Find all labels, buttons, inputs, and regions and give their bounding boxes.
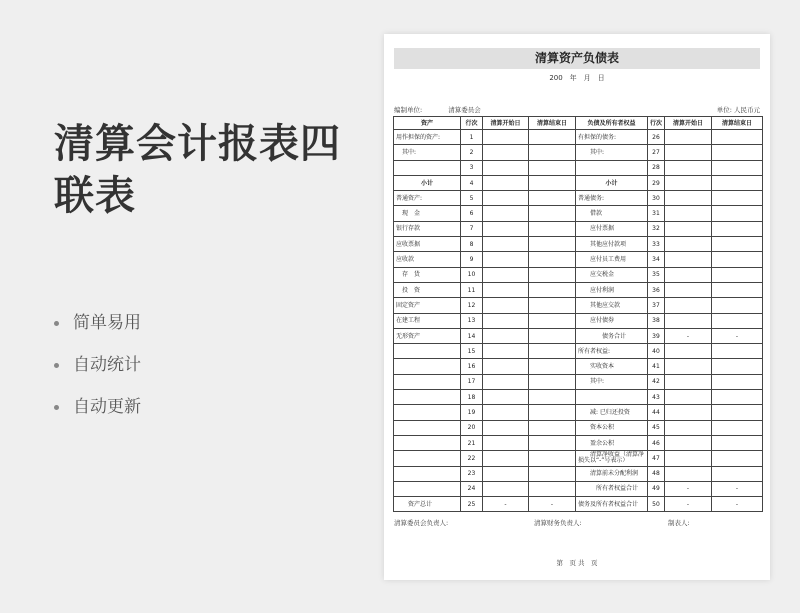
column-header: 行次 (648, 117, 665, 130)
table-cell: 应付利润 (576, 282, 648, 297)
table-cell: 24 (461, 481, 483, 496)
table-cell (529, 313, 576, 328)
table-cell (712, 145, 763, 160)
table-cell (483, 481, 529, 496)
table-cell (483, 175, 529, 190)
bullet-icon (54, 405, 59, 410)
table-cell: 实收资本 (576, 359, 648, 374)
table-cell: 48 (648, 466, 665, 481)
table-cell (394, 390, 461, 405)
table-cell (665, 237, 712, 252)
table-cell: 21 (461, 435, 483, 450)
table-cell (394, 374, 461, 389)
table-cell: 10 (461, 267, 483, 282)
table-cell (665, 344, 712, 359)
table-cell: 减: 已归还投资 (576, 405, 648, 420)
table-cell: 28 (648, 160, 665, 175)
table-cell (483, 435, 529, 450)
table-cell (712, 252, 763, 267)
table-cell: 3 (461, 160, 483, 175)
table-cell (529, 237, 576, 252)
table-row (394, 206, 763, 221)
table-cell (665, 313, 712, 328)
table-cell: 固定资产 (394, 298, 461, 313)
table-row (394, 130, 763, 145)
table-cell: 8 (461, 237, 483, 252)
hero-title: 清算会计报表四联表 (54, 121, 341, 219)
table-cell: 资产总计 (394, 497, 461, 512)
table-cell (665, 130, 712, 145)
table-row (394, 466, 763, 481)
table-cell (712, 206, 763, 221)
table-row (394, 221, 763, 236)
table-cell (483, 390, 529, 405)
table-cell: 43 (648, 390, 665, 405)
table-row (394, 481, 763, 496)
table-cell (529, 145, 576, 160)
table-cell (712, 298, 763, 313)
table-cell (483, 374, 529, 389)
table-cell: 其他应交款 (576, 298, 648, 313)
table-cell (665, 282, 712, 297)
table-cell (712, 359, 763, 374)
table-cell (529, 481, 576, 496)
table-cell: 2 (461, 145, 483, 160)
table-cell (529, 160, 576, 175)
table-cell (712, 405, 763, 420)
table-cell (529, 191, 576, 206)
balance-sheet-preview (384, 34, 770, 580)
table-cell (483, 191, 529, 206)
table-cell: 14 (461, 328, 483, 343)
table-cell (394, 435, 461, 450)
table-cell: 盈余公积 (576, 435, 648, 450)
table-row (394, 451, 763, 466)
table-row (394, 191, 763, 206)
table-cell: 债务合计 (576, 328, 648, 343)
column-header: 资产 (394, 117, 461, 130)
table-cell: 其中: (576, 374, 648, 389)
table-cell (483, 328, 529, 343)
table-cell: 9 (461, 252, 483, 267)
table-cell: 17 (461, 374, 483, 389)
table-cell: - (529, 497, 576, 512)
table-row (394, 252, 763, 267)
table-cell (394, 344, 461, 359)
table-row (394, 359, 763, 374)
table-cell: 在建工程 (394, 313, 461, 328)
table-cell (712, 451, 763, 466)
table-cell: 47 (648, 451, 665, 466)
table-cell (665, 420, 712, 435)
table-cell: 其中: (576, 145, 648, 160)
balance-sheet-table (393, 116, 763, 512)
table-cell (483, 130, 529, 145)
table-cell (483, 252, 529, 267)
table-row (394, 374, 763, 389)
table-cell (394, 451, 461, 466)
table-cell: 36 (648, 282, 665, 297)
table-row (394, 175, 763, 190)
table-cell (529, 344, 576, 359)
table-cell (712, 160, 763, 175)
table-cell: - (665, 497, 712, 512)
finance-head: 清算财务负责人: (534, 519, 582, 527)
table-cell (665, 451, 712, 466)
table-cell: 借款 (576, 206, 648, 221)
table-cell: 其他应付款项 (576, 237, 648, 252)
table-cell (529, 206, 576, 221)
table-cell: 资本公积 (576, 420, 648, 435)
table-cell: 小计 (576, 175, 648, 190)
table-cell: 22 (461, 451, 483, 466)
table-cell (394, 405, 461, 420)
table-row (394, 328, 763, 343)
table-row (394, 160, 763, 175)
table-cell: 35 (648, 267, 665, 282)
table-cell: 7 (461, 221, 483, 236)
table-cell: 应付债券 (576, 313, 648, 328)
table-cell (529, 466, 576, 481)
table-cell (665, 298, 712, 313)
table-row (394, 405, 763, 420)
table-cell: 29 (648, 175, 665, 190)
table-cell (665, 390, 712, 405)
table-cell (665, 267, 712, 282)
table-cell (529, 435, 576, 450)
sheet-date: 200 年 月 日 (549, 74, 605, 82)
table-cell: 30 (648, 191, 665, 206)
table-cell (483, 206, 529, 221)
table-cell (529, 328, 576, 343)
sheet-title: 清算资产负债表 (394, 48, 760, 69)
table-cell: 39 (648, 328, 665, 343)
table-cell: 应交税金 (576, 267, 648, 282)
table-cell: 13 (461, 313, 483, 328)
table-cell: 38 (648, 313, 665, 328)
table-cell: 清算前未分配利润 (576, 466, 648, 481)
table-cell: 有担保的债务: (576, 130, 648, 145)
table-cell (712, 221, 763, 236)
table-cell: 所有者权益合计 (576, 481, 648, 496)
table-row (394, 344, 763, 359)
table-cell: - (712, 481, 763, 496)
table-cell (665, 191, 712, 206)
table-cell: 34 (648, 252, 665, 267)
table-cell (529, 451, 576, 466)
table-cell (712, 390, 763, 405)
table-row (394, 497, 763, 512)
table-cell (712, 130, 763, 145)
table-cell: 16 (461, 359, 483, 374)
table-cell (483, 282, 529, 297)
table-cell (529, 282, 576, 297)
table-cell: 投 资 (394, 282, 461, 297)
table-row (394, 237, 763, 252)
table-cell (483, 359, 529, 374)
table-row (394, 420, 763, 435)
feature-item: 简单易用 (54, 312, 141, 354)
table-cell: 银行存款 (394, 221, 461, 236)
table-row (394, 298, 763, 313)
table-cell (529, 374, 576, 389)
table-cell: 应付员工费用 (576, 252, 648, 267)
table-cell: 44 (648, 405, 665, 420)
table-cell: - (483, 497, 529, 512)
table-cell (394, 160, 461, 175)
table-cell: 无形资产 (394, 328, 461, 343)
bullet-icon (54, 321, 59, 326)
table-row (394, 282, 763, 297)
column-header: 负债及所有者权益 (576, 117, 648, 130)
table-cell (483, 405, 529, 420)
table-cell: 存 货 (394, 267, 461, 282)
table-cell (529, 405, 576, 420)
table-cell (483, 344, 529, 359)
table-cell (529, 130, 576, 145)
table-cell (665, 405, 712, 420)
table-cell: 其中: (394, 145, 461, 160)
table-cell: 42 (648, 374, 665, 389)
table-cell (712, 466, 763, 481)
table-cell: 18 (461, 390, 483, 405)
table-cell (665, 359, 712, 374)
table-cell (712, 191, 763, 206)
table-cell (483, 221, 529, 236)
table-cell (529, 221, 576, 236)
bullet-icon (54, 363, 59, 368)
table-cell (529, 252, 576, 267)
liquidation-committee-head: 清算委员会负责人: (394, 519, 449, 527)
table-cell (394, 481, 461, 496)
table-cell (665, 252, 712, 267)
page-number: 第 页 共 页 (556, 559, 598, 567)
table-cell (483, 451, 529, 466)
table-cell (529, 390, 576, 405)
table-cell: - (712, 328, 763, 343)
compiling-unit: 编制单位: 清算委员会 (394, 106, 481, 114)
table-cell: 27 (648, 145, 665, 160)
table-cell (665, 374, 712, 389)
table-cell (712, 435, 763, 450)
table-cell: 20 (461, 420, 483, 435)
table-cell (529, 267, 576, 282)
table-cell (665, 175, 712, 190)
table-cell: 41 (648, 359, 665, 374)
table-cell: 49 (648, 481, 665, 496)
table-cell: 26 (648, 130, 665, 145)
column-header: 清算结束日 (529, 117, 576, 130)
table-header-row (394, 117, 763, 130)
table-cell (712, 267, 763, 282)
table-cell: 11 (461, 282, 483, 297)
table-cell: 37 (648, 298, 665, 313)
table-cell: 债务及所有者权益合计 (576, 497, 648, 512)
table-row (394, 435, 763, 450)
table-cell: 现 金 (394, 206, 461, 221)
table-cell (483, 298, 529, 313)
table-cell: 所有者权益: (576, 344, 648, 359)
table-cell (483, 237, 529, 252)
table-cell: 6 (461, 206, 483, 221)
table-cell (712, 313, 763, 328)
table-cell (394, 359, 461, 374)
table-cell (483, 145, 529, 160)
table-cell: 45 (648, 420, 665, 435)
table-cell: - (665, 481, 712, 496)
table-cell (712, 237, 763, 252)
table-cell (712, 282, 763, 297)
table-cell: 32 (648, 221, 665, 236)
table-cell (665, 435, 712, 450)
table-cell (483, 160, 529, 175)
table-row (394, 145, 763, 160)
table-cell (576, 390, 648, 405)
feature-item: 自动统计 (54, 354, 141, 396)
table-cell (712, 374, 763, 389)
table-cell (483, 267, 529, 282)
table-cell (483, 420, 529, 435)
table-cell: 应收票据 (394, 237, 461, 252)
currency-unit: 单位: 人民币元 (716, 106, 760, 114)
table-cell (394, 420, 461, 435)
preparer: 制表人: (668, 519, 690, 527)
table-cell: 普通资产: (394, 191, 461, 206)
table-cell: 23 (461, 466, 483, 481)
table-cell (529, 298, 576, 313)
table-row (394, 313, 763, 328)
table-cell: 15 (461, 344, 483, 359)
table-cell: 46 (648, 435, 665, 450)
table-cell: 40 (648, 344, 665, 359)
table-cell (529, 359, 576, 374)
table-cell (529, 175, 576, 190)
table-cell: 19 (461, 405, 483, 420)
table-cell (665, 466, 712, 481)
table-cell: 小计 (394, 175, 461, 190)
table-cell: - (712, 497, 763, 512)
column-header: 清算结束日 (712, 117, 763, 130)
table-cell: 33 (648, 237, 665, 252)
table-cell: 25 (461, 497, 483, 512)
table-cell (665, 206, 712, 221)
table-cell (712, 420, 763, 435)
column-header: 清算开始日 (665, 117, 712, 130)
table-cell: - (665, 328, 712, 343)
table-cell (665, 221, 712, 236)
table-cell: 31 (648, 206, 665, 221)
feature-list (54, 312, 141, 438)
table-row (394, 390, 763, 405)
table-cell: 清算净收益（清算净损失以“-”号表示） (576, 451, 648, 466)
table-cell (665, 145, 712, 160)
table-cell: 应收款 (394, 252, 461, 267)
table-cell: 50 (648, 497, 665, 512)
table-cell (665, 160, 712, 175)
table-cell (483, 313, 529, 328)
column-header: 清算开始日 (483, 117, 529, 130)
table-cell: 5 (461, 191, 483, 206)
table-cell: 普通债务: (576, 191, 648, 206)
column-header: 行次 (461, 117, 483, 130)
table-cell (576, 160, 648, 175)
table-cell: 12 (461, 298, 483, 313)
feature-item: 自动更新 (54, 396, 141, 438)
table-row (394, 267, 763, 282)
table-cell (529, 420, 576, 435)
table-cell (483, 466, 529, 481)
table-cell (712, 344, 763, 359)
table-cell: 应付票据 (576, 221, 648, 236)
table-cell (712, 175, 763, 190)
table-cell (394, 466, 461, 481)
table-cell: 1 (461, 130, 483, 145)
table-cell: 4 (461, 175, 483, 190)
table-cell: 用作担保的资产: (394, 130, 461, 145)
